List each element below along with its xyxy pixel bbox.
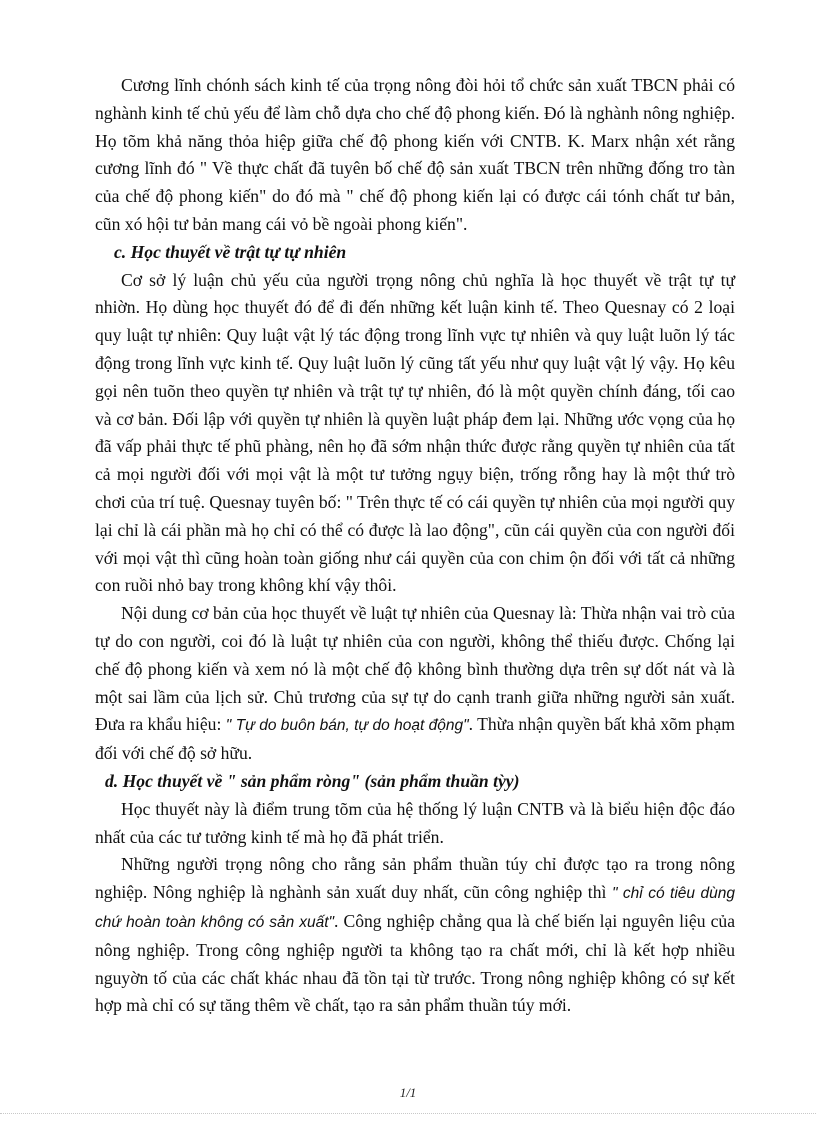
- paragraph-2: Cơ sở lý luận chủ yếu của người trọng nông chủ nghĩa là học thuyết về trật tự tự nhiờn. Họ dùng học thuyết đó để đi đến những kết luận kinh tế. Theo Quesnay có 2 loại quy luật tự nhiên: Quy luật vật lý tác động trong lĩnh vực tự nhiên và quy luật luõn lý tác động trong lĩnh vực kinh tế. Quy luật luõn lý cũng tất yếu như quy luật vật lý vậy. Họ kêu gọi nên tuõn theo quyền tự nhiên và trật tự tự nhiên, đó là một quyền chính đáng, tối cao và cơ bản. Đối lập với quyền tự nhiên là quyền luật pháp đem lại. Những ước vọng của họ đã vấp phải thực tế phũ phàng, nên họ đã sớm nhận thức được rằng quyền tự nhiên của tất cả mọi người đối với mọi vật là một tư tưởng ngụy biện, trống rỗng hay là một thứ trò chơi của trí tuệ. Quesnay tuyên bố: " Trên thực tế có cái quyền tự nhiên của mọi người quy lại chỉ là cái phần mà họ chỉ có thể có được là lao động", cũn cái quyền của con người đối với mọi vật thì cũng hoàn toàn giống như cái quyền của con chim ộn đối với tất cả những con ruồi nhỏ bay trong không khí vậy thôi.: [95, 269, 735, 596]
- paragraph-3-tail: . Thừa nhận quyền bất khả xõm phạm đối với chế độ sở hữu.: [95, 714, 735, 764]
- paragraph-5-tail: . Công nghiệp chẳng qua là chế biến lại nguyên liệu của nông nghiệp. Trong công nghiệp người ta không tạo ra chất mới, chỉ là kết hợp nhiều nguyờn tố của các chất khác nhau đã tồn tại từ trước. Trong nông nghiệp không có sự kết hợp mà chỉ có sự tăng thêm về chất, tạo ra sản phẩm thuần túy mới.: [95, 910, 736, 1016]
- paragraph-5: [95, 851, 735, 1020]
- paragraph-4: Học thuyết này là điểm trung tõm của hệ thống lý luận CNTB và là biểu hiện độc đáo nhất của các tư tưởng kinh tế mà họ đã phát triển.: [95, 798, 735, 847]
- heading-d: d. Học thuyết về " sản phẩm ròng" (sản phẩm thuần tỳy): [105, 770, 520, 791]
- heading-c: c. Học thuyết về trật tự tự nhiên: [114, 241, 347, 262]
- slogan-quote: " Tự do buôn bán, tự do hoạt động": [225, 717, 469, 735]
- paragraph-1: Cương lĩnh chónh sách kinh tế của trọng nông đòi hỏi tổ chức sản xuất TBCN phải có nghành kinh tế chủ yếu để làm chỗ dựa cho chế độ phong kiến. Đó là nghành nông nghiệp. Họ tõm khả năng thỏa hiệp giữa chế độ phong kiến với CNTB. K. Marx nhận xét rằng cương lĩnh đó " Về thực chất đã tuyên bố chế độ sản xuất TBCN trên những đống tro tàn của chế độ phong kiến" do đó mà " chế độ phong kiến lại có được cái tónh chất tư bản, cũn xó hội tư bản mang cái vỏ bề ngoài phong kiến".: [95, 75, 735, 234]
- paragraph-3: [95, 600, 735, 768]
- document-page: [95, 72, 735, 1020]
- page-number: 1/1: [399, 1085, 417, 1100]
- paragraph-5-text: Những người trọng nông cho rằng sản phẩm thuần túy chỉ được tạo ra trong nông nghiệp. Nông nghiệp là nghành sản xuất duy nhất, cũn công nghiệp thì: [95, 854, 735, 903]
- page-bottom-divider: [0, 1113, 816, 1114]
- industry-quote: " chỉ có tiêu dùng chứ hoàn toàn không có sản xuất": [95, 885, 735, 931]
- paragraph-3-text: Nội dung cơ bản của học thuyết về luật tự nhiên của Quesnay là: Thừa nhận vai trò của tự do con người, coi đó là luật tự nhiên của con người, không thể thiếu được. Chống lại chế độ phong kiến và xem nó là một chế độ không bình thường dựa trên sự dốt nát và là một sai lầm của lịch sử. Chủ trương của sự tự do cạnh tranh giữa những người sản xuất. Đưa ra khẩu hiệu:: [95, 603, 735, 735]
